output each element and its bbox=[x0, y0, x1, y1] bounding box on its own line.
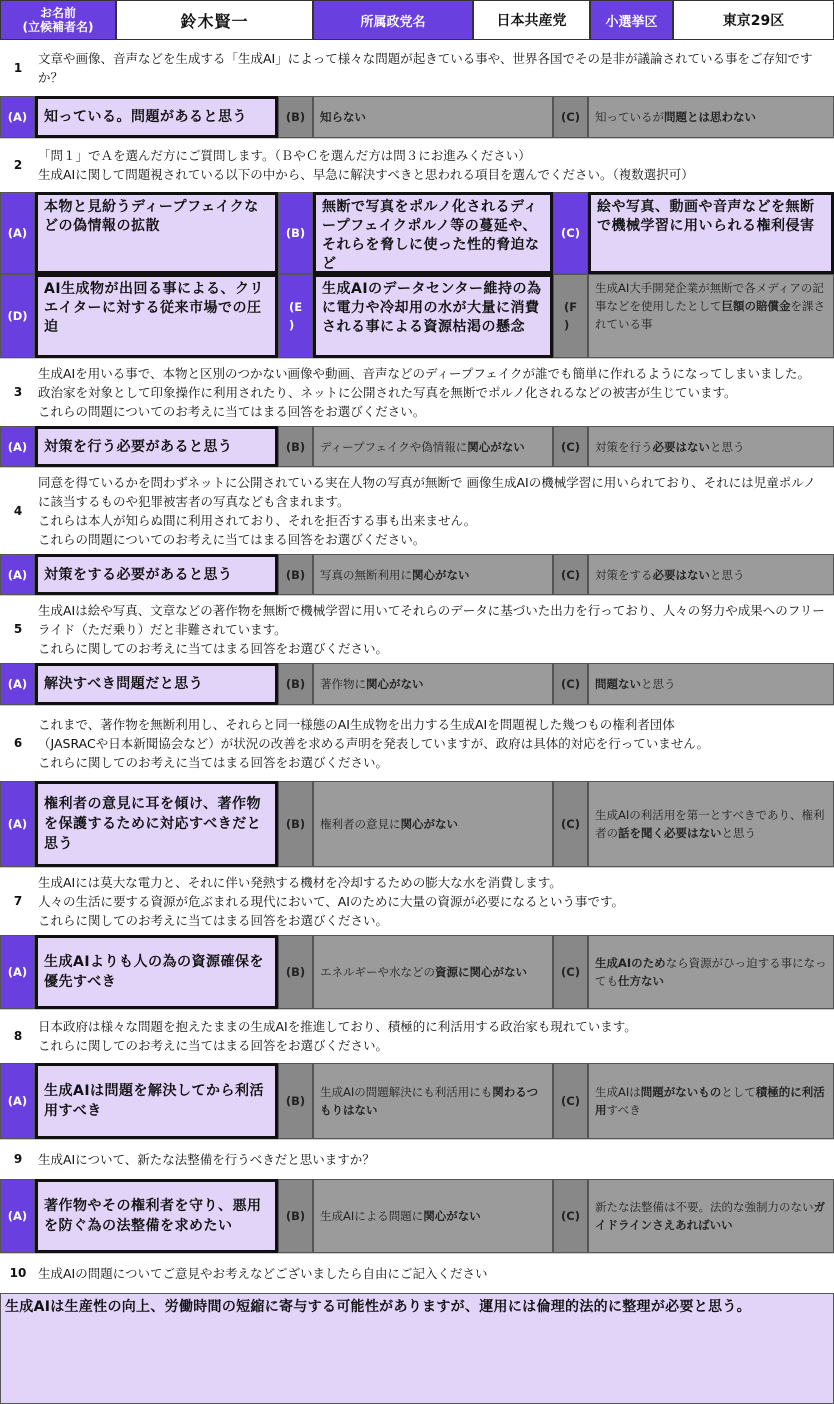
option-text: と思う bbox=[721, 826, 756, 840]
option-text: 本物と見紛うディープフェイクなどの偽情報の拡散 bbox=[44, 199, 259, 234]
option-label-c: (C) bbox=[553, 426, 588, 467]
row-divider bbox=[0, 1009, 834, 1010]
option-text-bold: 仕方ない bbox=[618, 974, 664, 988]
option-text: 権利者の意見に耳を傾け、著作物を保護するために対応すべきだと思う bbox=[44, 796, 262, 852]
option-label-e: (E ) bbox=[278, 274, 313, 358]
option-a-selected[interactable] bbox=[35, 663, 278, 705]
option-c[interactable] bbox=[588, 935, 834, 1009]
option-text: と思う bbox=[710, 567, 745, 582]
option-text-bold: 問題がないもの bbox=[640, 1085, 722, 1099]
option-text-bold: 積極的に利活用 bbox=[595, 1085, 825, 1117]
option-c[interactable] bbox=[588, 554, 834, 595]
question-text: 文章や画像、音声などを生成する「生成AI」によって様々な問題が起きている事や、世界各国でその是非が議論されている事をご存知ですか？ bbox=[38, 51, 813, 85]
question-text: 生成AIには莫大な電力と、それに伴い発熱する機材を冷却するための膨大な水を消費します。 人々の生活に要する資源が危ぶまれる現代において、AIのために大量の資源が必要になるという事です。 これらに関してのお考えに当てはまる回答をお選びください。 bbox=[38, 874, 624, 928]
question-text: 日本政府は様々な問題を抱えたままの生成AIを推進しており、積極的に利活用する政治家も現れています。 これらに関してのお考えに当てはまる回答をお選びください。 bbox=[38, 1019, 637, 1053]
option-b[interactable] bbox=[313, 663, 553, 705]
question-text: 生成AIについて、新たな法整備を行うべきだと思いますか？ bbox=[38, 1151, 375, 1167]
question-number: 6 bbox=[13, 736, 23, 750]
option-label-c: (C) bbox=[553, 554, 588, 595]
option-text: 無断で写真をポルノ化されるディープフェイクポルノ等の蔓延や、それらを脅しに使った性的脅迫など bbox=[322, 199, 540, 272]
question-number: 1 bbox=[13, 61, 23, 75]
option-label-a: (A) bbox=[0, 1179, 35, 1253]
option-label-a: (A) bbox=[0, 1063, 35, 1139]
option-label-b: (B) bbox=[278, 192, 313, 274]
option-text: 権利者の意見に bbox=[320, 817, 401, 831]
option-f[interactable] bbox=[588, 274, 834, 358]
row-divider bbox=[0, 358, 834, 359]
option-c[interactable] bbox=[588, 1179, 834, 1253]
question-number: 4 bbox=[13, 503, 23, 518]
option-text: 写真の無断利用に bbox=[320, 567, 412, 582]
row-divider bbox=[0, 467, 834, 468]
option-text: 対策をする bbox=[595, 567, 653, 582]
option-b-selected[interactable] bbox=[313, 192, 553, 274]
option-label-f: (F ) bbox=[553, 274, 588, 358]
row-divider bbox=[0, 1139, 834, 1140]
row-divider bbox=[0, 1253, 834, 1254]
question-number: 8 bbox=[13, 1029, 23, 1043]
option-a-selected[interactable] bbox=[35, 781, 278, 867]
option-text: 生成AIによる問題に bbox=[320, 1209, 424, 1223]
option-a-selected[interactable] bbox=[35, 426, 278, 467]
option-c[interactable] bbox=[588, 426, 834, 467]
option-text-bold: 問題とは思わない bbox=[664, 110, 756, 124]
option-label-b: (B) bbox=[278, 1179, 313, 1253]
option-a-selected[interactable] bbox=[35, 1179, 278, 1253]
option-text: 知っている。問題があると思う bbox=[44, 109, 247, 125]
option-text: と思う bbox=[710, 439, 745, 454]
option-text-bold: 必要はない bbox=[652, 439, 710, 454]
option-c-selected[interactable] bbox=[588, 192, 834, 274]
option-label-a: (A) bbox=[0, 554, 35, 595]
option-text-bold: 問題ない bbox=[595, 677, 641, 691]
district-label: 小選挙区 bbox=[590, 0, 673, 40]
option-a-selected[interactable] bbox=[35, 554, 278, 595]
option-a-selected[interactable] bbox=[35, 935, 278, 1009]
option-text: 対策を行う必要があると思う bbox=[44, 438, 233, 455]
option-b[interactable] bbox=[313, 1179, 553, 1253]
option-text-bold: 関心がない bbox=[366, 677, 424, 691]
option-a-selected[interactable] bbox=[35, 96, 278, 138]
option-label-c: (C) bbox=[553, 1179, 588, 1253]
option-label-c: (C) bbox=[553, 663, 588, 705]
district-name: 東京29区 bbox=[673, 0, 834, 40]
row-divider bbox=[0, 138, 834, 139]
option-text: として bbox=[721, 1085, 756, 1099]
option-label-a: (A) bbox=[0, 426, 35, 467]
candidate-name: 鈴木賢一 bbox=[116, 0, 313, 40]
option-e-selected[interactable] bbox=[313, 274, 553, 358]
question-number: 9 bbox=[13, 1152, 23, 1166]
question-text: 「問１」でＡを選んだ方にご質問します。（ＢやＣを選んだ方は問３にお進みください） 生成AIに関して問題視されている以下の中から、早急に解決すべきと思われる項目を選んでください。（複数選択可） bbox=[38, 148, 694, 182]
option-text-bold: 資源に関心がない bbox=[435, 965, 527, 979]
option-text: 生成AI大手開発企業が無断で各メディアの記事などを使用したとして bbox=[595, 281, 824, 313]
party-name: 日本共産党 bbox=[473, 0, 590, 40]
option-text: 生成AIは bbox=[595, 1085, 641, 1099]
option-text-bold: 関心がない bbox=[467, 439, 525, 454]
option-text-bold: 関心がない bbox=[400, 817, 458, 831]
option-text: エネルギーや水などの bbox=[320, 965, 435, 979]
option-label-b: (B) bbox=[278, 96, 313, 138]
option-text-bold: 巨額の賠償金 bbox=[721, 299, 791, 313]
option-b[interactable] bbox=[313, 935, 553, 1009]
option-label-a: (A) bbox=[0, 663, 35, 705]
question-number: 10 bbox=[9, 1266, 27, 1280]
option-label-a: (A) bbox=[0, 781, 35, 867]
option-label-a: (A) bbox=[0, 192, 35, 274]
option-text: 新たな法整備は不要。法的な強制力のない bbox=[595, 1200, 814, 1214]
option-text-bold: ガイドラインさえあればいい bbox=[595, 1200, 825, 1232]
option-label-b: (B) bbox=[278, 1063, 313, 1139]
option-text: 生成AIの利活用を第一とすべきであり、権利者の bbox=[595, 808, 825, 840]
option-text: AI生成物が出回る事による、クリエイターに対する従来市場での圧迫 bbox=[44, 281, 265, 335]
option-label-a: (A) bbox=[0, 935, 35, 1009]
option-label-b: (B) bbox=[278, 426, 313, 467]
option-text-bold: 関心がない bbox=[423, 1209, 481, 1223]
row-divider bbox=[0, 595, 834, 596]
option-label-c: (C) bbox=[553, 935, 588, 1009]
party-label: 所属政党名 bbox=[313, 0, 473, 40]
option-text: を課されている事 bbox=[595, 299, 825, 331]
option-text: 対策を行う bbox=[595, 439, 653, 454]
option-text-bold: 関心がない bbox=[412, 567, 470, 582]
option-text: なら資源がひっ迫する事になっても bbox=[595, 956, 827, 988]
option-text-bold: 関わるつもりはない bbox=[320, 1085, 539, 1117]
question-text: 生成AIの問題についてご意見やお考えなどございましたら自由にご記入ください bbox=[38, 1265, 488, 1281]
question-number: 3 bbox=[13, 385, 23, 399]
option-text: と思う bbox=[641, 677, 676, 691]
option-text-bold: 必要はない bbox=[652, 567, 710, 582]
option-text: 絵や写真、動画や音声などを無断で機械学習に用いられる権利侵害 bbox=[597, 199, 815, 234]
question-text: これまで、著作物を無断利用し、それらと同一様態のAI生成物を出力する生成AIを問題視した幾つもの権利者団体 （JASRACや日本新聞協会など）が状況の改善を求める声明を発表していますが、政府は具体的対応を行っていません。 これらに関してのお考えに当てはまる回答をお選びください。 bbox=[38, 716, 709, 770]
option-text: 解決すべき問題だと思う bbox=[44, 676, 204, 692]
option-text: 著作物に bbox=[320, 677, 366, 691]
question-text: 生成AIは絵や写真、文章などの著作物を無断で機械学習に用いてそれらのデータに基づいた出力を行っており、人々の努力や成果へのフリーライド（ただ乗り）だと非難されています。 これらに関してのお考えに当てはまる回答をお選びください。 bbox=[38, 602, 825, 656]
option-b[interactable] bbox=[313, 426, 553, 467]
option-label-d: (D) bbox=[0, 274, 35, 358]
option-text: 生成AIの問題解決にも利活用にも bbox=[320, 1085, 493, 1099]
option-b[interactable] bbox=[313, 1063, 553, 1139]
name-label: お名前 (立候補者名) bbox=[0, 0, 116, 40]
option-d-selected[interactable] bbox=[35, 274, 278, 358]
option-text: 生成AIよりも人の為の資源確保を優先すべき bbox=[44, 954, 265, 990]
row-divider bbox=[0, 867, 834, 868]
question-text: 同意を得ているかを問わずネットに公開されている実在人物の写真が無断で 画像生成AIの機械学習に用いられており、それには児童ポルノに該当するものや犯罪被害者の写真なども含まれます。 これらは本人が知らぬ間に利用されており、それを拒否する事も出来ません。 これらの問題についてのお考えに当てはまる回答をお選びください。 bbox=[38, 474, 816, 547]
option-a-selected[interactable] bbox=[35, 1063, 278, 1139]
option-text: ディープフェイクや偽情報に bbox=[320, 439, 468, 454]
option-c[interactable] bbox=[588, 96, 834, 138]
option-text: 知らない bbox=[320, 110, 366, 124]
option-text: 対策をする必要があると思う bbox=[44, 566, 233, 583]
option-c[interactable] bbox=[588, 663, 834, 705]
option-text-bold: 話を聞く必要はない bbox=[618, 826, 722, 840]
free-answer-field[interactable]: 生成AIは生産性の向上、労働時間の短縮に寄与する可能性がありますが、運用には倫理的法的に整理が必要と思う。 bbox=[0, 1293, 834, 1404]
option-c[interactable] bbox=[588, 1063, 834, 1139]
option-label-c: (C) bbox=[553, 781, 588, 867]
option-b[interactable] bbox=[313, 96, 553, 138]
option-text: 知っているが bbox=[595, 110, 664, 124]
option-text: 著作物やその権利者を守り、悪用を防ぐ為の法整備を求めたい bbox=[44, 1198, 262, 1234]
option-label-c: (C) bbox=[553, 1063, 588, 1139]
question-number: 7 bbox=[13, 894, 23, 908]
option-b[interactable] bbox=[313, 554, 553, 595]
option-text: 生成AIのデータセンター維持の為に電力や冷却用の水が大量に消費される事による資源枯渇の懸念 bbox=[322, 281, 542, 335]
option-text-bold: 生成AIのため bbox=[595, 956, 666, 970]
question-number: 2 bbox=[13, 158, 23, 172]
question-number: 5 bbox=[13, 622, 23, 636]
option-label-c: (C) bbox=[553, 96, 588, 138]
option-label-c: (C) bbox=[553, 192, 588, 274]
option-label-b: (B) bbox=[278, 663, 313, 705]
option-a-selected[interactable] bbox=[35, 192, 278, 274]
option-label-b: (B) bbox=[278, 781, 313, 867]
option-c[interactable] bbox=[588, 781, 834, 867]
option-label-a: (A) bbox=[0, 96, 35, 138]
row-divider bbox=[0, 705, 834, 706]
option-label-b: (B) bbox=[278, 554, 313, 595]
option-text: すべき bbox=[606, 1103, 641, 1117]
option-b[interactable] bbox=[313, 781, 553, 867]
option-label-b: (B) bbox=[278, 935, 313, 1009]
question-text: 生成AIを用いる事で、本物と区別のつかない画像や動画、音声などのディープフェイクが誰でも簡単に作れるようになってしまいました。 政治家を対象として印象操作に利用されたり、ネットに公開された写真を無断でポルノ化されるなどの被害が生じています。 これらの問題についてのお考えに当てはまる回答をお選びください。 bbox=[38, 365, 810, 419]
option-text: 生成AIは問題を解決してから利活用すべき bbox=[44, 1083, 265, 1119]
